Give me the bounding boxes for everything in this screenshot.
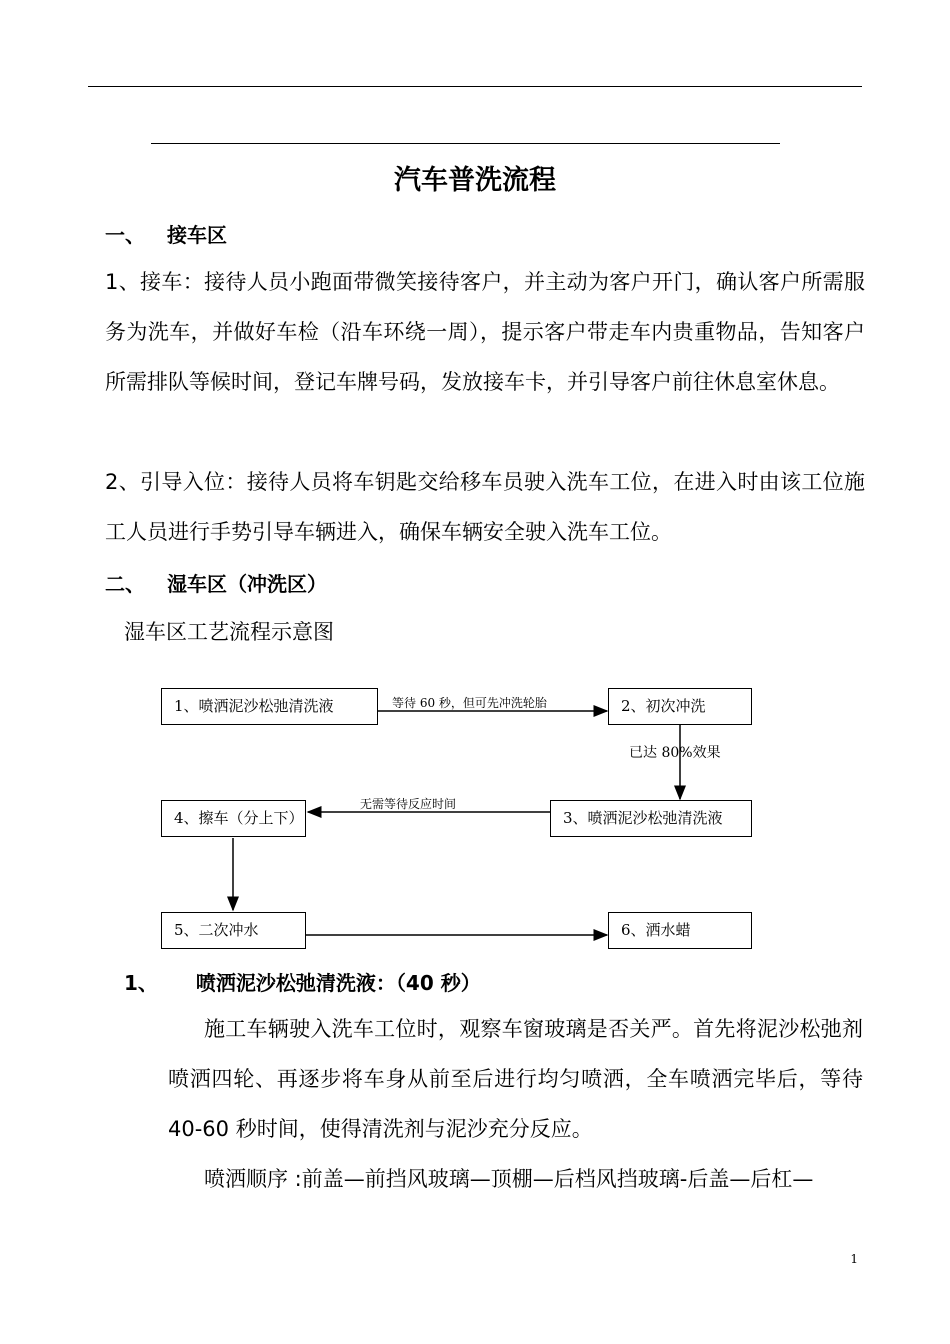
- flow-node-6: 6、洒水蜡: [608, 912, 752, 949]
- step1-heading: [124, 967, 481, 996]
- edge-label-3-4: 无需等待反应时间: [360, 797, 457, 811]
- section1-title: 接车区: [167, 223, 227, 247]
- step1-title: 喷洒泥沙松弛清洗液：（40 秒）: [195, 971, 481, 995]
- section2-number: 二、: [105, 572, 145, 596]
- step1-number: 1、: [124, 971, 158, 995]
- flow-node-3: 3、喷洒泥沙松弛清洗液: [550, 800, 752, 837]
- section1-paragraph-2: 2、引导入位：接待人员将车钥匙交给移车员驶入洗车工位，在进入时由该工位施工人员进行手势引导车辆进入，确保车辆安全驶入洗车工位。: [105, 470, 865, 544]
- flow-node-5: 5、二次冲水: [161, 912, 306, 949]
- step1-paragraph-2: 喷洒顺序 :前盖—前挡风玻璃—顶棚—后档风挡玻璃-后盖—后杠—: [204, 1167, 814, 1191]
- diagram-caption: 湿车区工艺流程示意图: [124, 620, 334, 644]
- section2-title: 湿车区（冲洗区）: [167, 572, 327, 596]
- flow-node-4: 4、擦车（分上下）: [161, 800, 306, 837]
- step1-paragraph-1: 施工车辆驶入洗车工位时，观察车窗玻璃是否关严。首先将泥沙松弛剂喷洒四轮、再逐步将车身从前至后进行均匀喷洒，全车喷洒完毕后，等待 40-60 秒时间，使得清洗剂与泥沙充分反应。: [168, 1017, 863, 1141]
- edge-label-1-2: 等待 60 秒，但可先冲洗轮胎: [392, 696, 547, 710]
- page-title: 汽车普洗流程: [394, 165, 556, 196]
- page-number: 1: [850, 1252, 858, 1266]
- flow-node-1: 1、喷洒泥沙松弛清洗液: [161, 688, 378, 725]
- flow-node-2: 2、初次冲洗: [608, 688, 752, 725]
- section1-number: 一、: [105, 223, 145, 247]
- edge-label-2-3: 已达 80%效果: [629, 745, 721, 761]
- section1-paragraph-1: 1、接车：接待人员小跑面带微笑接待客户，并主动为客户开门，确认客户所需服务为洗车，并做好车检（沿车环绕一周），提示客户带走车内贵重物品，告知客户所需排队等候时间，登记车牌号码，发放接车卡，并引导客户前往休息室休息。: [105, 270, 865, 394]
